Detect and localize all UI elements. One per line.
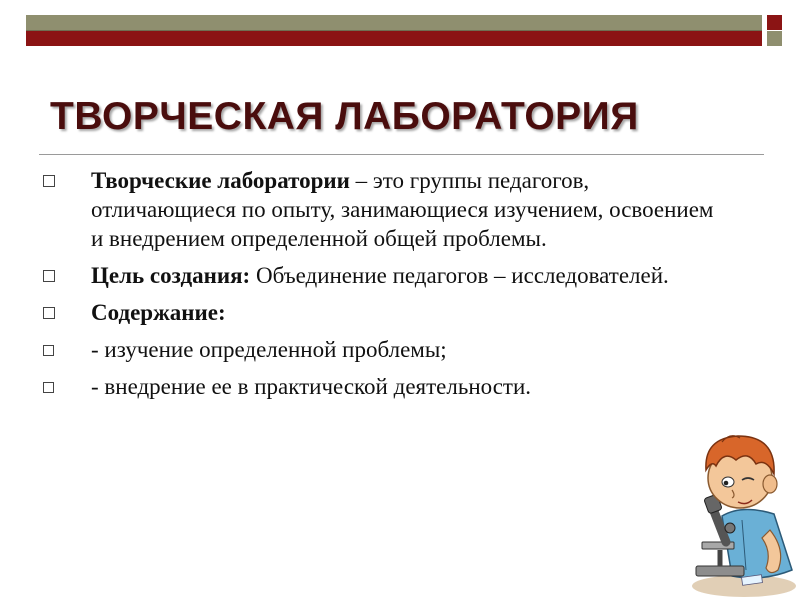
bullet-list [39, 166, 719, 409]
list-item [39, 298, 719, 327]
item-bold-text: Творческие лаборатории [91, 168, 350, 193]
square-bullet-icon [43, 175, 55, 187]
square-bullet-icon [43, 382, 54, 393]
item-bold-text: Цель создания: [91, 263, 251, 288]
list-item [39, 335, 719, 364]
item-text: - изучение определенной проблемы; [91, 337, 447, 362]
square-bullet-icon [43, 345, 54, 356]
item-bold-text: Содержание: [91, 300, 226, 325]
list-item [39, 261, 719, 290]
list-item [39, 372, 719, 401]
top-band-olive [26, 15, 762, 31]
top-band-red [26, 31, 762, 46]
corner-square-olive [767, 31, 782, 46]
slide-title: ТВОРЧЕСКАЯ ЛАБОРАТОРИЯ [50, 95, 639, 138]
corner-square-red [767, 15, 782, 30]
boy-with-microscope-icon [682, 420, 800, 600]
square-bullet-icon [43, 270, 55, 282]
title-divider [39, 154, 764, 155]
square-bullet-icon [43, 307, 55, 319]
item-text: – это группы педагогов, отличающиеся по опыту, занимающиеся изучением, освоением и внедрением определенной общей проблемы. [91, 168, 714, 251]
item-text: Объединение педагогов – исследователей. [250, 263, 669, 288]
item-text: - внедрение ее в практической деятельности. [91, 374, 532, 399]
list-item [39, 166, 719, 253]
